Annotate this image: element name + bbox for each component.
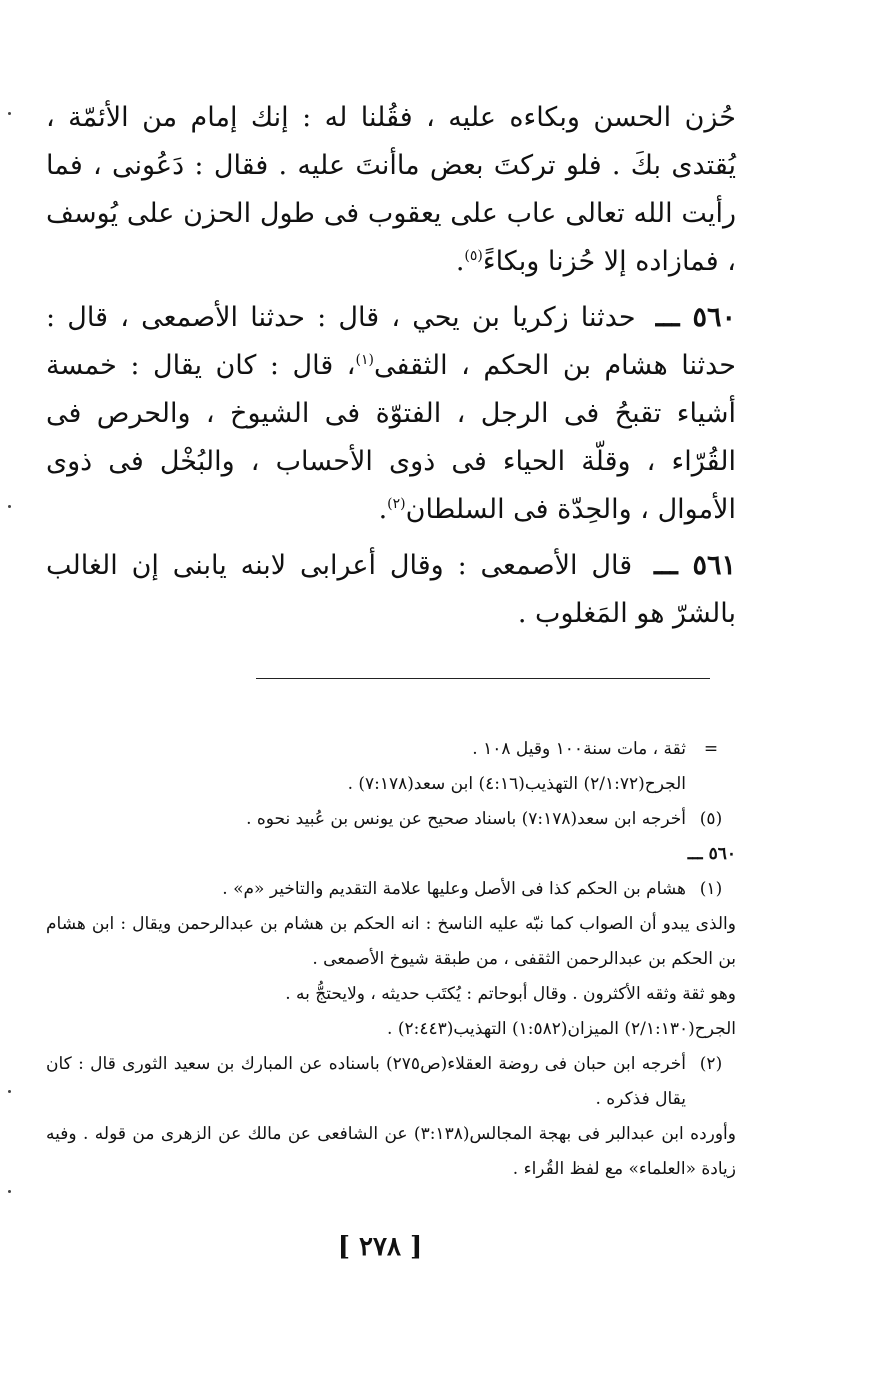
footnote-1-cont (46, 907, 736, 1047)
edge-mark (8, 112, 11, 115)
footnote-line: أخرجه ابن سعد(٧:١٧٨) باسناد صحيح عن يونس بن عُبيد نحوه . (246, 809, 686, 829)
footnote-divider (256, 678, 710, 679)
footnote-mark: (٢) (699, 1054, 723, 1074)
footnote-line: وهو ثقة وثقه الأكثرون . وقال أبوحاتم : يُكتَب حديثه ، ولايحتجُّ به . (285, 984, 736, 1004)
paragraph-560: ٥٦٠ ـــ حدثنا زكريا بن يحي ، قال : حدثنا الأصمعى ، قال : حدثنا هشام بن الحكم ، الثقفى$^{(١)}$، قال : كان يقال : خمسة أشياء تقبحُ فى الرجل ، الفتوّة فى الشيوخ ، والحرص فى القُرّاء ، وقلّة الحياء فى ذوى الأحساب ، والبُخْل فى ذوى الأموال ، والحِدّة فى السلطان$^{(٢)}$. (46, 302, 737, 525)
paragraph-561 (46, 542, 736, 638)
footnote-line: ثقة ، مات سنة١٠٠ وقيل ١٠٨ . (472, 739, 686, 759)
footnote-ref: (١) (355, 352, 374, 368)
footnote-line: الجرح(٢/١:١٣٠) الميزان(١:٥٨٢) التهذيب(٢:٤٤٣) . (387, 1019, 736, 1039)
paragraph-text: حدثنا زكريا بن يحي ، قال : حدثنا الأصمعى ، قال : حدثنا هشام بن الحكم ، الثقفى (46, 302, 736, 381)
edge-mark (8, 1090, 11, 1093)
paragraph-text: حُزن الحسن وبكاءه عليه ، فقُلنا له : إنك إمام من الأئمّة ، يُقتدى بكَ . فلو تركتَ بعض ماأنتَ عليه . فقال : دَعُونى ، فما رأيت الله تعالى عاب على يعقوب فى طول الحزن على يُوسف ، فمازاده إلا حُزنا وبكاءً (46, 102, 736, 277)
footnote-line: وأورده ابن عبدالبر فى بهجة المجالس(٣:١٣٨) عن الشافعى عن مالك عن الزهرى من قوله . وفيه زيادة «العلماء» مع لفظ القُراء . (46, 1124, 736, 1179)
edge-mark (8, 1190, 11, 1193)
footnote-ref: (٥) (464, 248, 483, 264)
main-text (46, 94, 736, 646)
footnote-line: هشام بن الحكم كذا فى الأصل وعليها علامة التقديم والتاخير «م» . (222, 879, 686, 899)
footnote-2 (46, 1047, 736, 1117)
footnote-1 (46, 872, 736, 907)
footnote-continuation (46, 732, 736, 802)
edge-mark (8, 505, 11, 508)
footnote-line: أخرجه ابن حبان فى روضة العقلاء(ص٢٧٥) باسناده عن المبارك بن سعيد الثورى قال : كان يقال فذكره . (46, 1054, 686, 1109)
paragraph-continued: حُزن الحسن وبكاءه عليه ، فقُلنا له : إنك إمام من الأئمّة ، يُقتدى بكَ . فلو تركتَ بعض ماأنتَ عليه . فقال : دَعُونى ، فما رأيت الله تعالى عاب على يعقوب فى طول الحزن على يُوسف ، فمازاده إلا حُزنا وبكاءً$^{(٥)}$. (46, 102, 736, 277)
footnote-mark: (١) (699, 879, 723, 899)
footnote-mark: (٥) (699, 809, 723, 829)
footnote-line: والذى يبدو أن الصواب كما نبّه عليه الناسخ : انه الحكم بن هشام بن عبدالرحمن ويقال : ابن هشام بن الحكم بن عبدالرحمن الثقفى ، من طبقة شيوخ الأصمعى . (46, 914, 736, 969)
footnote-section (46, 837, 736, 872)
footnote-5 (46, 802, 736, 837)
footnote-line: الجرح(٢/١:٧٢) التهذيب(٤:١٦) ابن سعد(٧:١٧٨) . (347, 774, 686, 794)
paragraph-text: قال الأصمعى : وقال أعرابى لابنه يابنى إن الغالب بالشرّ هو المَغلوب . (46, 550, 736, 629)
footnotes (46, 732, 736, 1187)
footnote-2-cont (46, 1117, 736, 1187)
page-number: [ ٢٧٨ ] (337, 1232, 423, 1262)
entry-number: ٥٦٠ ـــ (655, 302, 737, 333)
continuation-mark: = (703, 739, 719, 759)
footnote-ref: (٢) (387, 496, 406, 512)
entry-number: ٥٦١ ـــ (654, 550, 736, 581)
section-label: ٥٦٠ ـــ (687, 844, 736, 864)
paragraph-text: ، قال : كان يقال : خمسة أشياء تقبحُ فى الرجل ، الفتوّة فى الشيوخ ، والحرص فى القُرّاء ، وقلّة الحياء فى ذوى الأحساب ، والبُخْل فى ذوى الأموال ، والحِدّة فى السلطان (46, 350, 736, 525)
